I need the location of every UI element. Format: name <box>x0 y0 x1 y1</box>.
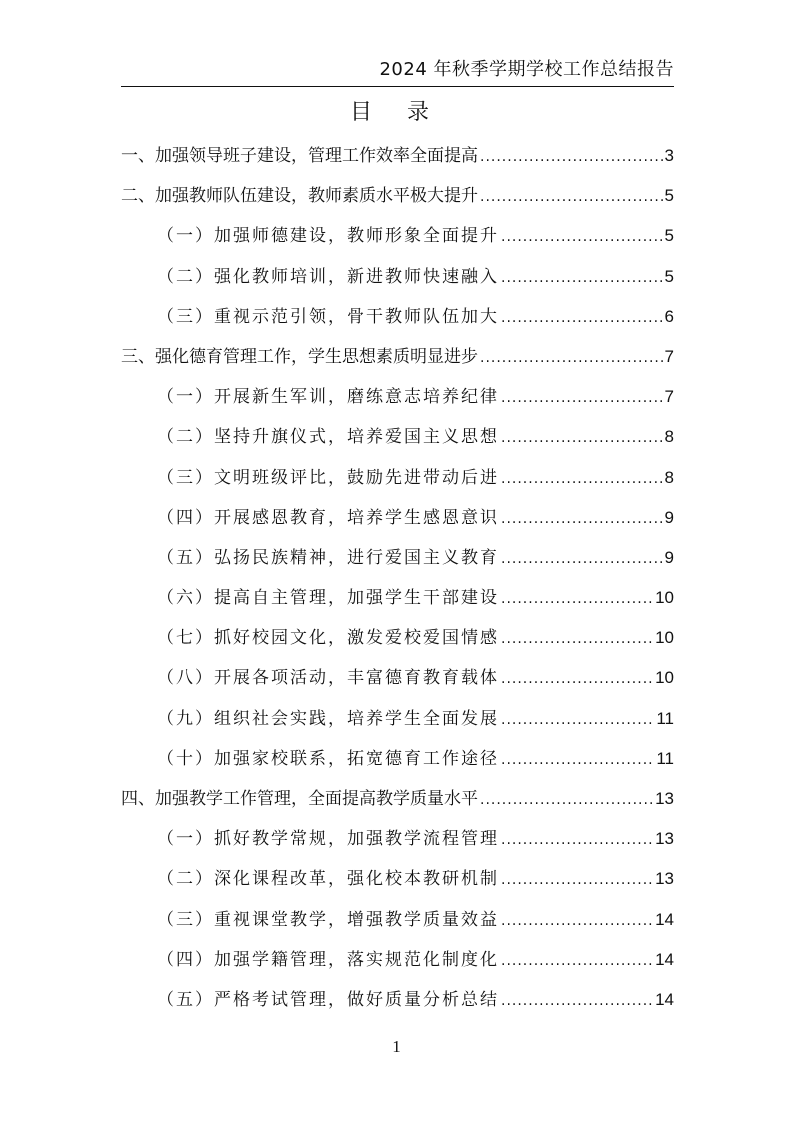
toc-entry-label: 三、强化德育管理工作，学生思想素质明显进步 <box>121 346 478 367</box>
toc-subsection-entry[interactable] <box>121 504 674 544</box>
toc-entry-label: 一、加强领导班子建设，管理工作效率全面提高 <box>121 146 478 166</box>
toc-subsection-entry[interactable] <box>121 664 674 704</box>
toc-dot-leader <box>501 625 653 653</box>
toc-entry-page-number: 14 <box>655 949 674 969</box>
toc-entry-label: （一）开展新生军训，磨练意志培养纪律 <box>157 387 499 408</box>
toc-subsection-entry[interactable] <box>121 263 674 303</box>
toc-dot-leader <box>501 264 663 292</box>
toc-dot-leader <box>501 384 663 412</box>
toc-entry-page-number: 14 <box>655 909 674 929</box>
table-of-contents <box>121 142 674 1026</box>
running-header: 2024 年秋季学期学校工作总结报告 <box>379 59 674 80</box>
toc-subsection-entry[interactable] <box>121 906 674 946</box>
toc-entry-label: （三）文明班级评比，鼓励先进带动后进 <box>157 467 499 488</box>
toc-entry-label: （五）弘扬民族精神，进行爱国主义教育 <box>157 547 499 568</box>
toc-entry-page-number: 13 <box>655 869 674 889</box>
toc-entry-label: 二、加强教师队伍建设，教师素质水平极大提升 <box>121 186 478 207</box>
toc-dot-leader <box>480 143 663 171</box>
toc-subsection-entry[interactable] <box>121 986 674 1026</box>
page-number: 1 <box>392 1037 401 1056</box>
toc-entry-label: （二）深化课程改革，强化校本教研机制 <box>157 869 499 890</box>
toc-entry-label: （三）重视课堂教学，增强教学质量效益 <box>157 909 499 930</box>
toc-subsection-entry[interactable] <box>121 624 674 664</box>
toc-subsection-entry[interactable] <box>121 865 674 905</box>
toc-dot-leader <box>480 183 663 211</box>
toc-entry-label: 四、加强教学工作管理，全面提高教学质量水平 <box>121 789 478 809</box>
toc-entry-page-number: 13 <box>655 829 674 849</box>
toc-entry-label: （四）加强学籍管理，落实规范化制度化 <box>157 949 499 970</box>
toc-entry-page-number: 8 <box>664 427 674 447</box>
toc-entry-label: （三）重视示范引领，骨干教师队伍加大 <box>157 306 499 327</box>
toc-entry-page-number: 14 <box>655 989 674 1009</box>
toc-dot-leader <box>501 907 653 935</box>
toc-subsection-entry[interactable] <box>121 825 674 865</box>
toc-dot-leader <box>501 665 653 693</box>
toc-title: 目 录 <box>350 100 443 125</box>
toc-entry-page-number: 7 <box>664 387 674 407</box>
toc-dot-leader <box>480 786 653 814</box>
toc-dot-leader <box>501 505 663 533</box>
toc-subsection-entry[interactable] <box>121 464 674 504</box>
toc-entry-label: （二）坚持升旗仪式，培养爱国主义思想 <box>157 427 499 448</box>
toc-entry-label: （一）抓好教学常规，加强教学流程管理 <box>157 829 499 850</box>
toc-entry-page-number: 7 <box>664 346 674 366</box>
toc-subsection-entry[interactable] <box>121 423 674 463</box>
toc-section-entry[interactable] <box>121 343 674 383</box>
toc-section-entry[interactable] <box>121 142 674 182</box>
toc-subsection-entry[interactable] <box>121 745 674 785</box>
toc-entry-page-number: 11 <box>656 748 674 768</box>
toc-entry-label: （五）严格考试管理，做好质量分析总结 <box>157 989 499 1010</box>
toc-subsection-entry[interactable] <box>121 946 674 986</box>
toc-entry-page-number: 13 <box>655 789 674 808</box>
toc-section-entry[interactable] <box>121 182 674 222</box>
toc-entry-label: （七）抓好校园文化，激发爱校爱国情感 <box>157 628 499 649</box>
toc-entry-page-number: 6 <box>664 306 674 326</box>
toc-entry-page-number: 9 <box>664 547 674 567</box>
toc-entry-label: （八）开展各项活动，丰富德育教育载体 <box>157 668 499 689</box>
toc-entry-page-number: 5 <box>664 226 674 246</box>
toc-dot-leader <box>480 344 663 372</box>
toc-entry-label: （四）开展感恩教育，培养学生感恩意识 <box>157 507 499 528</box>
toc-dot-leader <box>501 304 663 332</box>
toc-entry-label: （一）加强师德建设，教师形象全面提升 <box>157 226 499 247</box>
toc-entry-label: （九）组织社会实践，培养学生全面发展 <box>157 708 499 729</box>
toc-entry-page-number: 3 <box>664 146 674 165</box>
toc-dot-leader <box>501 987 653 1015</box>
toc-entry-page-number: 10 <box>655 628 674 648</box>
toc-dot-leader <box>501 706 654 734</box>
toc-subsection-entry[interactable] <box>121 584 674 624</box>
toc-dot-leader <box>501 545 663 573</box>
toc-entry-page-number: 9 <box>664 507 674 527</box>
toc-subsection-entry[interactable] <box>121 544 674 584</box>
toc-entry-page-number: 10 <box>655 588 674 608</box>
toc-entry-page-number: 11 <box>656 708 674 728</box>
toc-entry-page-number: 10 <box>655 668 674 688</box>
toc-subsection-entry[interactable] <box>121 705 674 745</box>
toc-entry-page-number: 5 <box>664 266 674 286</box>
toc-entry-page-number: 8 <box>664 467 674 487</box>
toc-dot-leader <box>501 826 653 854</box>
toc-dot-leader <box>501 947 653 975</box>
toc-dot-leader <box>501 424 663 452</box>
toc-subsection-entry[interactable] <box>121 383 674 423</box>
toc-entry-label: （十）加强家校联系，拓宽德育工作途径 <box>157 748 499 769</box>
toc-dot-leader <box>501 866 653 894</box>
toc-subsection-entry[interactable] <box>121 303 674 343</box>
toc-entry-label: （二）强化教师培训，新进教师快速融入 <box>157 266 499 287</box>
toc-entry-page-number: 5 <box>664 186 674 206</box>
toc-dot-leader <box>501 746 654 774</box>
toc-dot-leader <box>501 223 663 251</box>
toc-section-entry[interactable] <box>121 785 674 825</box>
toc-dot-leader <box>501 585 653 613</box>
toc-subsection-entry[interactable] <box>121 222 674 262</box>
header-divider <box>121 86 674 87</box>
toc-dot-leader <box>501 465 663 493</box>
toc-entry-label: （六）提高自主管理，加强学生干部建设 <box>157 588 499 609</box>
